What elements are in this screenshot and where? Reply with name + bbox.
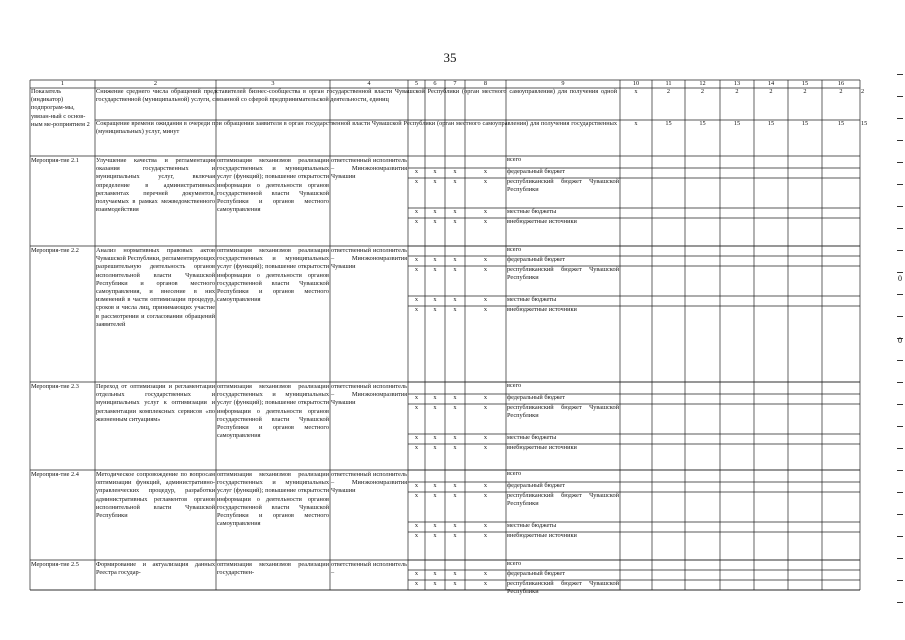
fund-source: федеральный бюджет bbox=[507, 394, 565, 401]
measure-goal: оптимизация механизмов реализации государствен- bbox=[217, 561, 329, 577]
header-col-6: 6 bbox=[433, 80, 437, 87]
margin-tick bbox=[897, 426, 903, 427]
indicator-col9: х bbox=[634, 88, 638, 95]
header-col-11: 11 bbox=[665, 80, 672, 87]
indicator-value: 2 bbox=[769, 88, 773, 95]
x-mark: х bbox=[483, 306, 488, 313]
fund-source: местные бюджеты bbox=[507, 208, 557, 215]
indicator-value: 2 bbox=[861, 88, 865, 95]
x-mark: х bbox=[483, 482, 488, 489]
header-col-9: 9 bbox=[561, 80, 565, 87]
x-mark: х bbox=[483, 256, 488, 263]
x-mark: х bbox=[414, 522, 419, 529]
indicator-value: 2 bbox=[666, 88, 671, 95]
x-mark: х bbox=[483, 522, 488, 529]
fund-source: федеральный бюджет bbox=[507, 256, 565, 263]
x-mark: х bbox=[414, 296, 419, 303]
indicator-value: 15 bbox=[733, 120, 741, 127]
x-mark: х bbox=[453, 266, 457, 273]
x-mark: х bbox=[433, 404, 437, 411]
page-number: 35 bbox=[443, 50, 457, 65]
x-mark: х bbox=[414, 532, 419, 539]
margin-tick bbox=[897, 492, 903, 493]
margin-tick bbox=[897, 294, 903, 295]
margin-tick bbox=[897, 184, 903, 185]
margin-tick bbox=[897, 250, 903, 251]
fund-source: внебюджетные источники bbox=[507, 532, 577, 539]
fund-source: местные бюджеты bbox=[507, 434, 557, 441]
x-mark: х bbox=[433, 492, 437, 499]
x-mark: х bbox=[414, 492, 419, 499]
x-mark: х bbox=[414, 580, 419, 587]
indicator-value: 2 bbox=[803, 88, 807, 95]
fund-source: федеральный бюджет bbox=[507, 168, 565, 175]
header-col-7: 7 bbox=[453, 80, 457, 87]
x-mark: х bbox=[483, 178, 488, 185]
margin-tick bbox=[897, 382, 903, 383]
margin-tick bbox=[897, 316, 903, 317]
header-col-13: 13 bbox=[733, 80, 741, 87]
margin-tick bbox=[897, 272, 903, 273]
x-mark: х bbox=[453, 532, 457, 539]
margin-tick bbox=[897, 558, 903, 559]
measure-executor: ответственный исполнитель – Минэкономразвития Чувашии bbox=[331, 471, 407, 495]
x-mark: х bbox=[433, 178, 437, 185]
fund-source: федеральный бюджет bbox=[507, 570, 565, 577]
margin-tick bbox=[897, 580, 903, 581]
x-mark: х bbox=[453, 208, 457, 215]
x-mark: х bbox=[483, 296, 488, 303]
measure-executor: ответственный исполнитель – Минэкономразвития Чувашии bbox=[331, 157, 407, 181]
x-mark: х bbox=[453, 168, 457, 175]
x-mark: х bbox=[453, 296, 457, 303]
x-mark: х bbox=[483, 532, 488, 539]
margin-tick bbox=[897, 162, 903, 163]
margin-number: 0 bbox=[898, 336, 902, 345]
fund-source: республиканский бюджет Чувашской Республики bbox=[507, 178, 619, 194]
fund-source: федеральный бюджет bbox=[507, 482, 565, 489]
indicator-col9: х bbox=[634, 120, 638, 127]
measure-executor: ответственный исполнитель – Минэкономразвития Чувашии bbox=[331, 247, 407, 271]
indicator-value: 15 bbox=[861, 120, 868, 127]
x-mark: х bbox=[433, 434, 437, 441]
x-mark: х bbox=[414, 256, 419, 263]
x-mark: х bbox=[483, 570, 488, 577]
measure-goal: оптимизация механизмов реализации государственных и муниципальных услуг (функций); повышение открытости информации о деятельности органов государственной власти Чувашской Республики и органов местного самоуправления bbox=[217, 157, 329, 214]
indicator-label: Показатель (индикатор) подпрограм-мы, увязан-ный с основ-ным ме-роприятием 2 bbox=[31, 88, 90, 128]
header-col-8: 8 bbox=[483, 80, 488, 87]
measure-description: Переход от оптимизации и регламентации отдельных государственных и муниципальных услуг к оптимизации и регламентации комплексных сервисов «по жизненным ситуациям» bbox=[96, 383, 215, 423]
indicator-value: 15 bbox=[699, 120, 706, 127]
measure-executor: ответственный исполнитель – Минэкономразвития Чувашии bbox=[331, 383, 407, 407]
x-mark: х bbox=[433, 444, 437, 451]
x-mark: х bbox=[433, 256, 437, 263]
fund-source: республиканский бюджет Чувашской Республики bbox=[507, 492, 619, 508]
x-mark: х bbox=[453, 482, 457, 489]
fund-source: республиканский бюджет Чувашской Республики bbox=[507, 266, 619, 282]
measure-label: Мероприя-тие 2.1 bbox=[31, 157, 79, 164]
measure-label: Мероприя-тие 2.3 bbox=[31, 383, 79, 390]
x-mark: х bbox=[453, 178, 457, 185]
header-col-16: 16 bbox=[837, 80, 845, 87]
x-mark: х bbox=[453, 256, 457, 263]
fund-source: всего bbox=[507, 470, 522, 477]
fund-source: внебюджетные источники bbox=[507, 444, 577, 451]
measure-goal: оптимизация механизмов реализации государственных и муниципальных услуг (функций); повышение открытости информации о деятельности органов государственной власти Чувашской Республики и органов местного самоуправления bbox=[217, 247, 329, 304]
indicator-value: 15 bbox=[767, 120, 775, 127]
x-mark: х bbox=[414, 218, 419, 225]
x-mark: х bbox=[414, 168, 419, 175]
x-mark: х bbox=[453, 522, 457, 529]
header-col-10: 10 bbox=[632, 80, 640, 87]
x-mark: х bbox=[433, 266, 437, 273]
margin-tick bbox=[897, 118, 903, 119]
x-mark: х bbox=[433, 208, 437, 215]
measure-label: Мероприя-тие 2.4 bbox=[31, 471, 79, 478]
indicator-text: Сокращение времени ожидания в очереди при обращении заявителя в орган государственной власти Чувашской Республики (орган местного самоуправления) для получения государственных (муниципальных) услуг, минут bbox=[96, 120, 617, 136]
indicator-value: 15 bbox=[837, 120, 845, 127]
x-mark: х bbox=[483, 580, 488, 587]
x-mark: х bbox=[433, 218, 437, 225]
x-mark: х bbox=[433, 296, 437, 303]
x-mark: х bbox=[433, 580, 437, 587]
x-mark: х bbox=[453, 394, 457, 401]
header-col-5: 5 bbox=[414, 80, 419, 87]
header-col-3: 3 bbox=[271, 80, 275, 87]
margin-tick bbox=[897, 536, 903, 537]
x-mark: х bbox=[483, 208, 488, 215]
measure-executor: ответственный исполнитель – bbox=[331, 561, 407, 577]
x-mark: х bbox=[483, 394, 488, 401]
margin-tick bbox=[897, 228, 903, 229]
x-mark: х bbox=[414, 394, 419, 401]
x-mark: х bbox=[414, 404, 419, 411]
x-mark: х bbox=[483, 218, 488, 225]
margin-tick bbox=[897, 602, 903, 603]
x-mark: х bbox=[414, 178, 419, 185]
x-mark: х bbox=[483, 404, 488, 411]
x-mark: х bbox=[414, 444, 419, 451]
margin-tick bbox=[897, 470, 903, 471]
fund-source: всего bbox=[507, 382, 522, 389]
margin-tick bbox=[897, 404, 903, 405]
fund-source: внебюджетные источники bbox=[507, 306, 577, 313]
x-mark: х bbox=[453, 492, 457, 499]
margin-number: 0 bbox=[898, 274, 902, 283]
x-mark: х bbox=[483, 434, 488, 441]
header-col-4: 4 bbox=[367, 80, 371, 87]
header-col-1: 1 bbox=[60, 80, 65, 87]
header-col-2: 2 bbox=[153, 80, 158, 87]
measure-goal: оптимизация механизмов реализации государственных и муниципальных услуг (функций); повышение открытости информации о деятельности органов государственной власти Чувашской Республики и органов местного самоуправления bbox=[217, 383, 329, 440]
margin-tick bbox=[897, 140, 903, 141]
x-mark: х bbox=[414, 208, 419, 215]
x-mark: х bbox=[483, 492, 488, 499]
margin-tick bbox=[897, 448, 903, 449]
measure-description: Методическое сопровождение по вопросам оптимизации функций, административно-управленческих процедур, разработки административных регламентов органов исполнительной власти Чувашской Республики bbox=[96, 471, 215, 520]
x-mark: х bbox=[414, 434, 419, 441]
x-mark: х bbox=[433, 168, 437, 175]
measure-description: Улучшение качества и регламентация оказания государственных и муниципальных услуг, включая определение в административных регламентах перечней документов, получаемых в рамках межведомственного взаимодействия bbox=[96, 157, 215, 214]
fund-source: всего bbox=[507, 156, 522, 163]
x-mark: х bbox=[453, 404, 457, 411]
x-mark: х bbox=[433, 522, 437, 529]
indicator-value: 2 bbox=[735, 88, 739, 95]
margin-tick bbox=[897, 206, 903, 207]
x-mark: х bbox=[414, 482, 419, 489]
x-mark: х bbox=[483, 266, 488, 273]
indicator-value: 15 bbox=[665, 120, 672, 127]
fund-source: всего bbox=[507, 246, 522, 253]
indicator-value: 2 bbox=[700, 88, 705, 95]
measure-label: Мероприя-тие 2.5 bbox=[31, 561, 79, 568]
header-col-15: 15 bbox=[801, 80, 809, 87]
fund-source: местные бюджеты bbox=[507, 522, 557, 529]
indicator-value: 15 bbox=[801, 120, 809, 127]
header-col-12: 12 bbox=[699, 80, 706, 87]
x-mark: х bbox=[453, 434, 457, 441]
measure-description: Анализ нормативных правовых актов Чувашской Республики, регламентирующих разрешительную деятельность органов исполнительной власти Чувашской Республики и органов местного самоуправления, и внесение в них изменений в части оптимизации процедур, сроков и числа лиц, принимающих участие в рассмотрении и согласовании обращений заявителей bbox=[96, 247, 215, 328]
x-mark: х bbox=[453, 306, 457, 313]
x-mark: х bbox=[433, 306, 437, 313]
x-mark: х bbox=[414, 266, 419, 273]
margin-tick bbox=[897, 360, 903, 361]
x-mark: х bbox=[414, 570, 419, 577]
indicator-text: Снижение среднего числа обращений представителей бизнес-сообщества в орган государственной власти Чувашской Республики (орган местного самоуправления) для получения одной государственной (муниципальной) услуги, связанной со сферой предпринимательской деятельности, единиц bbox=[96, 88, 617, 104]
fund-source: республиканский бюджет Чувашской Республики bbox=[507, 580, 619, 596]
x-mark: х bbox=[433, 482, 437, 489]
fund-source: республиканский бюджет Чувашской Республики bbox=[507, 404, 619, 420]
measure-description: Формирование и актуализация данных Реестра государ- bbox=[96, 561, 215, 577]
fund-source: местные бюджеты bbox=[507, 296, 557, 303]
margin-tick bbox=[897, 96, 903, 97]
measure-goal: оптимизация механизмов реализации государственных и муниципальных услуг (функций); повышение открытости информации о деятельности органов государственной власти Чувашской Республики и органов местного самоуправления bbox=[217, 471, 329, 528]
indicator-value: 2 bbox=[839, 88, 843, 95]
x-mark: х bbox=[414, 306, 419, 313]
x-mark: х bbox=[433, 394, 437, 401]
fund-source: всего bbox=[507, 560, 522, 567]
margin-tick bbox=[897, 74, 903, 75]
header-col-14: 14 bbox=[767, 80, 775, 87]
x-mark: х bbox=[483, 168, 488, 175]
x-mark: х bbox=[453, 218, 457, 225]
fund-source: внебюджетные источники bbox=[507, 218, 577, 225]
measure-label: Мероприя-тие 2.2 bbox=[31, 247, 79, 254]
x-mark: х bbox=[433, 570, 437, 577]
x-mark: х bbox=[453, 580, 457, 587]
x-mark: х bbox=[433, 532, 437, 539]
x-mark: х bbox=[453, 570, 457, 577]
x-mark: х bbox=[483, 444, 488, 451]
margin-tick bbox=[897, 514, 903, 515]
x-mark: х bbox=[453, 444, 457, 451]
